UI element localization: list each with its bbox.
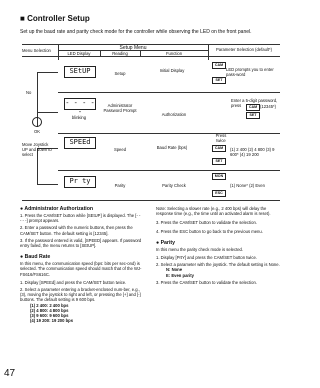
right-column: [156, 206, 280, 285]
parity-option: E: Even parity: [166, 272, 194, 278]
led-setup: SEtUP: [64, 66, 96, 78]
set-button[interactable]: SET: [212, 77, 226, 84]
menu-selection-header: Menu Selection: [22, 48, 51, 53]
function-header: Function: [165, 50, 183, 56]
baud-option: (2) 4 800: 4 800 bps: [30, 307, 69, 313]
parameter-header: Parameter Selection (default*): [215, 47, 273, 52]
admin-step-2: 2. Enter a password with the numeric buttons, then press the CAM/SET button. The default setting is [12345].: [20, 225, 133, 236]
admin-title: ● Administrator Authorization: [20, 206, 94, 212]
set-button-2[interactable]: SET: [246, 112, 260, 119]
heading-marker: ■: [20, 14, 25, 23]
press-twice-label: Press twice: [215, 133, 227, 144]
admin-step-3: 3. If the password entered is valid, [SPEED] appears. If password entry failed, the menu returns to [SEtUP].: [20, 237, 142, 249]
cam-button-3[interactable]: CAM: [212, 145, 226, 152]
left-column: [20, 206, 142, 323]
page-number: 47: [4, 368, 16, 379]
joystick-label: Move Joystick UP and down to select: [22, 142, 52, 158]
intro-text: Set up the baud rate and parity check mode for the controller while observing the LED on the front panel.: [20, 29, 252, 35]
parity-intro: In this menu the parity check mode is selected.: [156, 246, 244, 252]
esc-button[interactable]: ESC: [212, 190, 226, 197]
baud-title: ● Baud Rate: [20, 254, 51, 261]
admin-step-1: 1. Press the CAM/SET button while [SEtUP] is displayed. The [- - - - -] prompt appears.: [20, 213, 141, 224]
function-authorization: Authorization: [161, 112, 187, 117]
reading-header: Reading: [112, 50, 128, 56]
no-label: No: [26, 90, 32, 95]
baud-intro: In this menu, the communication speed (bps: bits per sec-ond) is selected. The communication speed should match that of the WJ-FS616/FS616C.: [20, 261, 142, 277]
mon-button[interactable]: MON: [212, 173, 226, 180]
baud-option: (1) 2 400: 2 400 bps: [30, 302, 69, 308]
baud-step-3: 3. Press the CAM/SET button to validate the selection.: [156, 220, 257, 226]
function-initial-display: Initial Display: [159, 68, 185, 73]
section-heading: [20, 14, 90, 23]
param-baud: (1) 2 400 (2) 4 800 (3) 9 600* (4) 19 200: [230, 147, 275, 158]
led-parity: Pr ty: [64, 176, 96, 188]
led-password-prompt: - - - - -: [65, 99, 95, 116]
param-password: Enter a 5-digit password, press: [231, 98, 278, 109]
parity-title: ● Parity: [156, 239, 175, 246]
cam-button[interactable]: CAM: [212, 62, 226, 69]
parity-step-1: 1. Display [PrtY] and press the CAM/SET button twice.: [156, 255, 257, 261]
setup-menu-header: Setup Menu: [119, 44, 147, 51]
reading-admin-password: Administrator Password Prompt: [103, 103, 137, 114]
function-baud-rate: Baud Rate (bps): [156, 145, 188, 150]
baud-step-1: 1. Display [SPEEd] and press the CAM/SET button twice.: [20, 279, 127, 285]
parity-step-3: 3. Press the CAM/SET button to validate the selection.: [156, 279, 257, 285]
led-speed: SPEEd: [64, 137, 96, 149]
baud-option: (4) 19 200: 19 200 bps: [30, 318, 74, 324]
led-blinking-note: blinking: [71, 115, 87, 120]
param-password-default: (12345*): [260, 104, 277, 109]
cam-button-2[interactable]: CAM: [246, 104, 260, 111]
baud-step-4: 4. Press the ESC button to go back to the previous menu.: [156, 228, 263, 234]
baud-step-2: 2. Select a parameter entering a bracket-enclosed num-ber, e.g., (3), moving the joystick to right and left, or pressing the [+] and [-] buttons. The default setting is 9 600 bps.: [20, 287, 141, 303]
set-button-3[interactable]: SET: [212, 158, 226, 165]
reading-setup: Setup: [114, 71, 126, 76]
led-display-header: LED Display: [67, 50, 91, 56]
ok-label: OK: [34, 129, 41, 134]
reading-speed: Speed: [113, 147, 127, 152]
joystick-knob: [32, 117, 42, 127]
param-parity: (1) None* (2) Even: [230, 183, 265, 188]
reading-parity: Parity: [114, 183, 126, 188]
baud-option: (3) 9 600: 9 600 bps: [30, 313, 69, 319]
parity-step-2: 2. Select a parameter with the joystick. The default setting is None.: [156, 262, 280, 268]
heading-title: Controller Setup: [27, 14, 90, 23]
note: Note: Selecting a slower rate (e.g., 2 400 bps) will delay the response time (e.g., the time until an activated alarm is reset).: [156, 206, 271, 217]
param-setup: LED prompts you to enter pass-word: [226, 67, 274, 78]
function-parity-check: Parity Check: [162, 183, 186, 188]
parity-option: N: None: [166, 267, 183, 273]
